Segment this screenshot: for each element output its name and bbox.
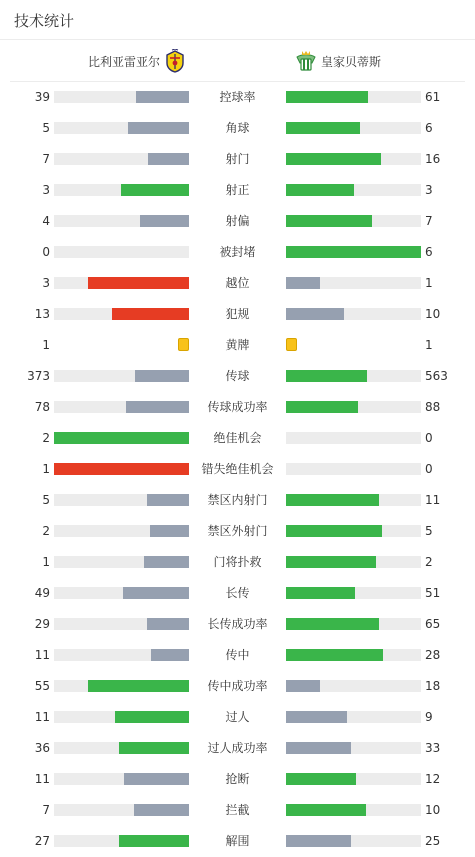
stat-row xyxy=(0,183,475,214)
away-bar-fill xyxy=(286,587,355,599)
stat-row xyxy=(0,555,475,586)
home-bar-track xyxy=(54,711,189,723)
away-bar-fill xyxy=(286,122,360,134)
away-bar-track xyxy=(286,711,421,723)
home-bar-track xyxy=(54,401,189,413)
page-title: 技术统计 xyxy=(14,12,75,30)
stat-row xyxy=(0,276,475,307)
home-value: 7 xyxy=(42,152,50,166)
stat-label: 长传成功率 xyxy=(207,617,268,631)
away-bar-track xyxy=(286,556,421,568)
home-bar-fill xyxy=(140,215,189,227)
away-value: 51 xyxy=(425,586,441,600)
stat-label: 传中 xyxy=(225,648,250,662)
home-bar-fill xyxy=(148,153,189,165)
stat-label: 拦截 xyxy=(225,803,250,817)
home-bar-track xyxy=(54,742,189,754)
home-value: 13 xyxy=(34,307,50,321)
away-value: 5 xyxy=(425,524,433,538)
away-bar-track xyxy=(286,370,421,382)
home-bar-fill xyxy=(88,680,189,692)
stat-label: 过人成功率 xyxy=(207,741,268,755)
stat-row xyxy=(0,679,475,710)
stat-label: 越位 xyxy=(225,276,250,290)
home-bar-track xyxy=(54,122,189,134)
stat-label: 射门 xyxy=(225,152,250,166)
away-team-name: 皇家贝蒂斯 xyxy=(321,54,382,69)
away-bar-fill xyxy=(286,277,320,289)
yellow-card-icon xyxy=(178,338,189,351)
home-bar-track xyxy=(54,587,189,599)
away-value: 0 xyxy=(425,462,433,476)
home-bar-fill xyxy=(150,525,189,537)
home-bar-fill xyxy=(119,742,189,754)
away-bar-track xyxy=(286,308,421,320)
away-bar-track xyxy=(286,835,421,847)
home-value: 11 xyxy=(34,710,50,724)
away-bar-track xyxy=(286,277,421,289)
stat-row xyxy=(0,617,475,648)
home-team[interactable] xyxy=(88,49,190,73)
home-value: 11 xyxy=(34,648,50,662)
stat-row xyxy=(0,307,475,338)
away-value: 88 xyxy=(425,400,441,414)
home-bar-track xyxy=(54,432,189,444)
stat-row xyxy=(0,369,475,400)
stat-row xyxy=(0,648,475,679)
away-value: 28 xyxy=(425,648,441,662)
home-value: 49 xyxy=(34,586,50,600)
home-bar-track xyxy=(54,463,189,475)
home-bar-fill xyxy=(126,401,189,413)
away-bar-track xyxy=(286,587,421,599)
stat-row xyxy=(0,431,475,462)
home-value: 0 xyxy=(42,245,50,259)
away-bar-fill xyxy=(286,804,366,816)
home-bar-fill xyxy=(121,184,189,196)
stat-row xyxy=(0,214,475,245)
home-value: 7 xyxy=(42,803,50,817)
away-value: 33 xyxy=(425,741,441,755)
away-bar-fill xyxy=(286,618,379,630)
villarreal-crest-icon xyxy=(164,49,186,73)
away-bar-fill xyxy=(286,401,358,413)
home-value: 78 xyxy=(34,400,50,414)
home-bar-track xyxy=(54,370,189,382)
stat-row xyxy=(0,803,475,834)
away-value: 6 xyxy=(425,245,433,259)
stat-row xyxy=(0,834,475,857)
home-team-name: 比利亚雷亚尔 xyxy=(87,54,160,69)
away-bar-track xyxy=(286,153,421,165)
home-bar-fill xyxy=(54,432,189,444)
yellow-card-icon xyxy=(286,338,297,351)
home-bar-fill xyxy=(151,649,189,661)
away-value: 12 xyxy=(425,772,441,786)
away-bar-track xyxy=(286,525,421,537)
stat-label: 传球 xyxy=(225,369,250,383)
away-bar-fill xyxy=(286,215,372,227)
away-value: 7 xyxy=(425,214,433,228)
home-value: 36 xyxy=(34,741,50,755)
home-value: 55 xyxy=(34,679,50,693)
home-value: 5 xyxy=(42,121,50,135)
away-bar-fill xyxy=(286,308,344,320)
stat-row xyxy=(0,493,475,524)
home-value: 11 xyxy=(34,772,50,786)
stat-row xyxy=(0,741,475,772)
away-value: 1 xyxy=(425,338,433,352)
home-bar-fill xyxy=(136,91,189,103)
stat-label: 长传 xyxy=(225,586,250,600)
home-value: 39 xyxy=(34,90,50,104)
home-bar-fill xyxy=(128,122,189,134)
home-bar-track xyxy=(54,184,189,196)
away-bar-fill xyxy=(286,494,379,506)
stat-row xyxy=(0,338,475,369)
away-value: 0 xyxy=(425,431,433,445)
home-bar-track xyxy=(54,556,189,568)
away-bar-track xyxy=(286,246,421,258)
home-bar-track xyxy=(54,773,189,785)
stat-row xyxy=(0,524,475,555)
home-bar-fill xyxy=(88,277,189,289)
stat-label: 禁区外射门 xyxy=(207,524,268,538)
away-bar-fill xyxy=(286,370,367,382)
stat-label: 犯规 xyxy=(225,307,250,321)
away-value: 9 xyxy=(425,710,433,724)
away-value: 18 xyxy=(425,679,441,693)
away-value: 65 xyxy=(425,617,441,631)
stat-row xyxy=(0,586,475,617)
away-bar-fill xyxy=(286,711,347,723)
home-bar-track xyxy=(54,308,189,320)
home-bar-track xyxy=(54,835,189,847)
stat-row xyxy=(0,152,475,183)
stat-label: 角球 xyxy=(225,121,250,135)
away-bar-track xyxy=(286,804,421,816)
home-value: 27 xyxy=(34,834,50,848)
away-bar-track xyxy=(286,432,421,444)
away-value: 10 xyxy=(425,307,441,321)
away-value: 61 xyxy=(425,90,441,104)
home-bar-track xyxy=(54,246,189,258)
away-bar-fill xyxy=(286,184,354,196)
home-bar-fill xyxy=(119,835,189,847)
away-bar-fill xyxy=(286,91,368,103)
home-value: 3 xyxy=(42,276,50,290)
home-value: 1 xyxy=(42,462,50,476)
away-bar-fill xyxy=(286,835,351,847)
away-bar-track xyxy=(286,122,421,134)
home-bar-track xyxy=(54,91,189,103)
away-bar-fill xyxy=(286,649,383,661)
stat-label: 绝佳机会 xyxy=(213,431,262,445)
stat-label: 传中成功率 xyxy=(207,679,268,693)
away-bar-track xyxy=(286,401,421,413)
home-bar-fill xyxy=(147,494,189,506)
teams-bar xyxy=(10,40,465,82)
home-bar-track xyxy=(54,215,189,227)
away-value: 25 xyxy=(425,834,441,848)
away-value: 2 xyxy=(425,555,433,569)
stat-row xyxy=(0,245,475,276)
away-team[interactable] xyxy=(291,49,381,73)
stat-label: 传球成功率 xyxy=(207,400,268,414)
home-bar-track xyxy=(54,525,189,537)
away-bar-track xyxy=(286,215,421,227)
home-value: 373 xyxy=(27,369,50,383)
home-bar-fill xyxy=(112,308,189,320)
home-bar-fill xyxy=(147,618,189,630)
home-bar-fill xyxy=(135,370,189,382)
stat-label: 黄牌 xyxy=(225,338,250,352)
away-bar-track xyxy=(286,184,421,196)
away-bar-fill xyxy=(286,246,421,258)
stats-header xyxy=(0,0,475,40)
home-bar-track xyxy=(54,494,189,506)
away-bar-track xyxy=(286,680,421,692)
home-value: 1 xyxy=(42,555,50,569)
stat-row xyxy=(0,90,475,121)
away-bar-fill xyxy=(286,680,320,692)
away-bar-track xyxy=(286,618,421,630)
stat-label: 射偏 xyxy=(225,214,250,228)
away-value: 6 xyxy=(425,121,433,135)
home-value: 2 xyxy=(42,431,50,445)
home-bar-fill xyxy=(144,556,189,568)
stat-label: 射正 xyxy=(225,183,250,197)
away-bar-fill xyxy=(286,742,351,754)
away-value: 3 xyxy=(425,183,433,197)
home-bar-track xyxy=(54,153,189,165)
home-bar-fill xyxy=(54,463,189,475)
home-bar-track xyxy=(54,649,189,661)
home-value: 5 xyxy=(42,493,50,507)
away-value: 10 xyxy=(425,803,441,817)
home-value: 29 xyxy=(34,617,50,631)
away-bar-track xyxy=(286,91,421,103)
stat-label: 过人 xyxy=(225,710,250,724)
home-bar-fill xyxy=(124,773,189,785)
stat-label: 控球率 xyxy=(219,90,256,104)
away-bar-track xyxy=(286,742,421,754)
away-value: 16 xyxy=(425,152,441,166)
away-value: 1 xyxy=(425,276,433,290)
away-bar-track xyxy=(286,649,421,661)
home-bar-track xyxy=(54,804,189,816)
away-bar-fill xyxy=(286,525,382,537)
home-value: 1 xyxy=(42,338,50,352)
stat-row xyxy=(0,710,475,741)
stat-label: 抢断 xyxy=(225,772,250,786)
stat-label: 禁区内射门 xyxy=(207,493,268,507)
stat-row xyxy=(0,400,475,431)
stat-label: 错失绝佳机会 xyxy=(201,462,274,476)
away-bar-track xyxy=(286,773,421,785)
home-bar-track xyxy=(54,618,189,630)
away-bar-track xyxy=(286,463,421,475)
real-betis-crest-icon xyxy=(295,49,317,73)
away-bar-fill xyxy=(286,153,381,165)
home-value: 3 xyxy=(42,183,50,197)
away-bar-fill xyxy=(286,773,356,785)
away-bar-fill xyxy=(286,556,376,568)
home-bar-fill xyxy=(115,711,189,723)
stat-label: 门将扑救 xyxy=(213,555,262,569)
away-bar-track xyxy=(286,494,421,506)
home-bar-track xyxy=(54,277,189,289)
away-value: 563 xyxy=(425,369,448,383)
stat-row xyxy=(0,121,475,152)
away-value: 11 xyxy=(425,493,441,507)
home-value: 2 xyxy=(42,524,50,538)
stat-row xyxy=(0,462,475,493)
stat-label: 解围 xyxy=(225,834,250,848)
home-value: 4 xyxy=(42,214,50,228)
home-bar-fill xyxy=(134,804,189,816)
home-bar-track xyxy=(54,680,189,692)
stat-row xyxy=(0,772,475,803)
home-bar-fill xyxy=(123,587,189,599)
stat-label: 被封堵 xyxy=(219,245,256,259)
